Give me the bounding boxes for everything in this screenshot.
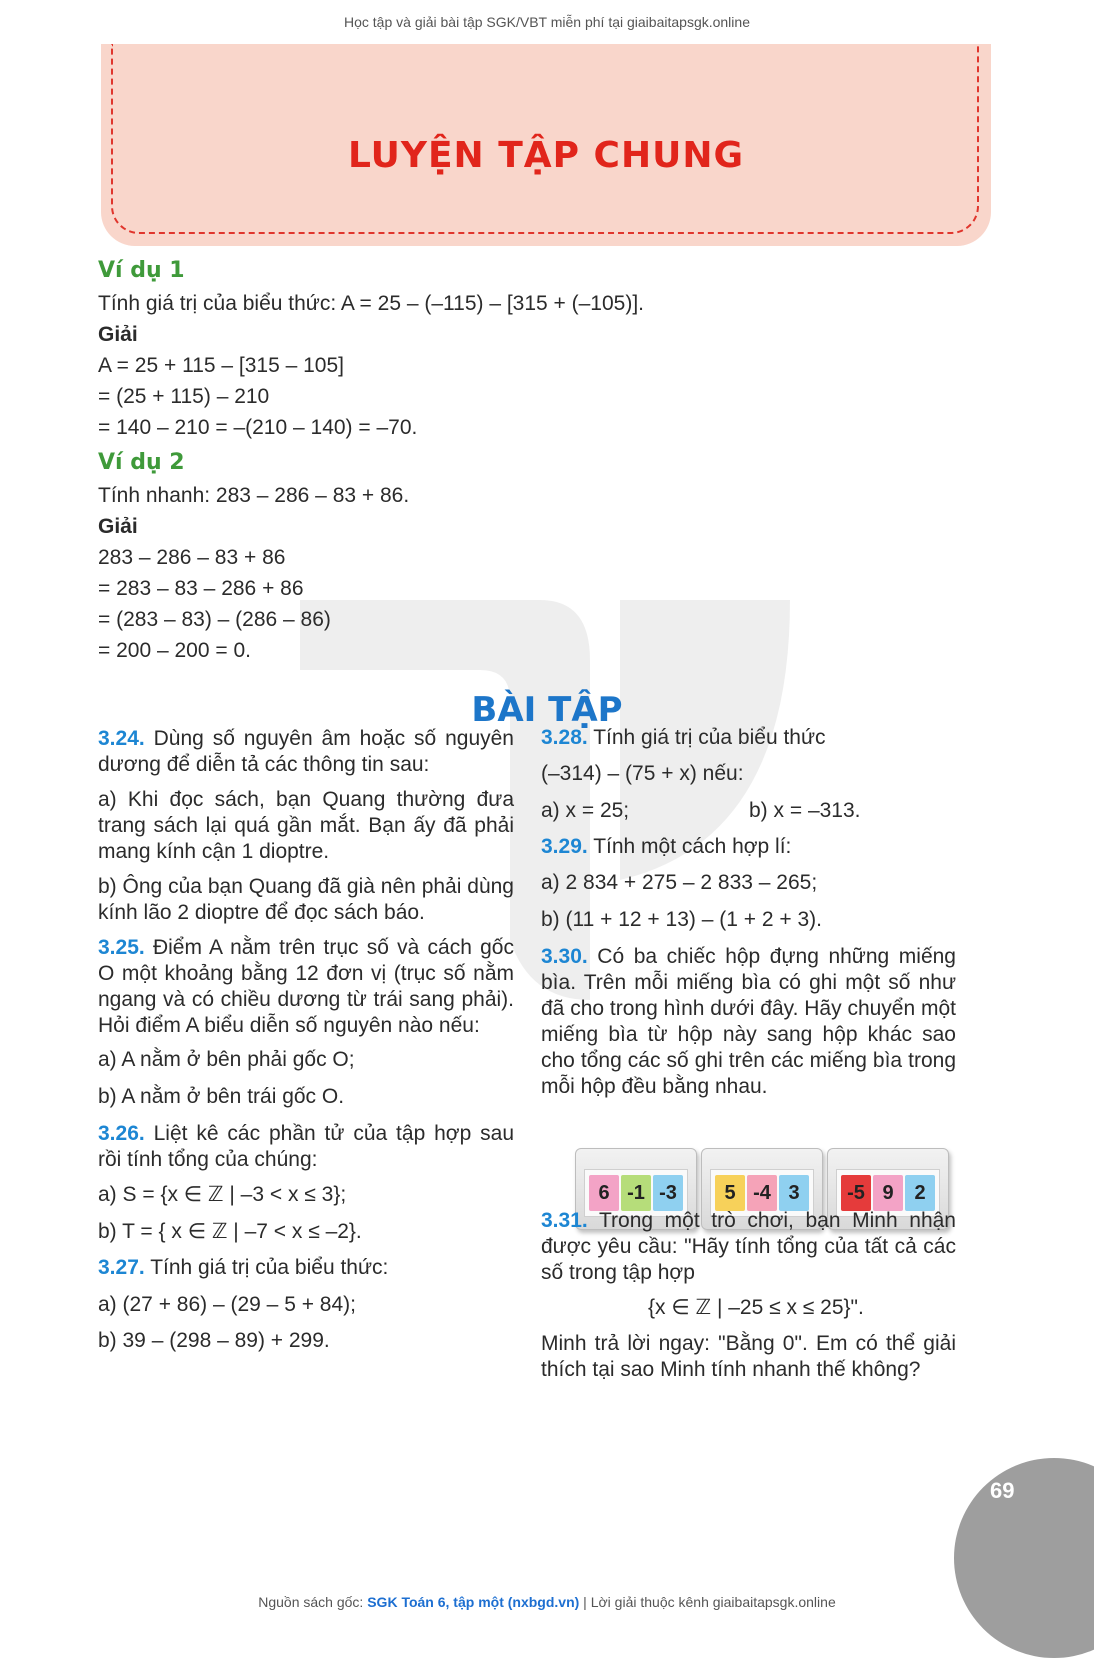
exercise-number: 3.25. — [98, 936, 145, 959]
example-2-step: = (283 – 83) – (286 – 86) — [98, 608, 331, 631]
exercise-3-31 — [541, 1208, 956, 1286]
example-2-step: = 283 – 83 – 286 + 86 — [98, 577, 304, 600]
exercise-3-31-end: Minh trả lời ngay: "Bằng 0". Em có thể giải thích tại sao Minh tính nhanh thế không? — [541, 1332, 956, 1381]
exercise-text: Liệt kê các phần tử của tập hợp sau rồi tính tổng của chúng: — [98, 1122, 514, 1171]
footer-note — [0, 1594, 1094, 1610]
exercise-number: 3.24. — [98, 727, 145, 750]
exercise-number: 3.27. — [98, 1256, 145, 1279]
example-2-solution-label: Giải — [98, 515, 138, 538]
exercise-3-25 — [98, 935, 514, 1039]
exercise-number: 3.28. — [541, 726, 588, 749]
example-2-step: 283 – 286 – 83 + 86 — [98, 546, 286, 569]
example-1-step: = (25 + 115) – 210 — [98, 385, 270, 408]
exercise-number: 3.30. — [541, 945, 588, 968]
exercise-text: Dùng số nguyên âm hoặc số nguyên dương để diễn tả các thông tin sau: — [98, 727, 514, 776]
exercise-text: Có ba chiếc hộp đựng những miếng bìa. Trên mỗi miếng bìa có ghi một số như đã cho trong hình dưới đây. Hãy chuyển một miếng bìa từ hộp này sang hộp khác sao cho tổng các số ghi trên các miếng bìa trong mỗi hộp đều bằng nhau. — [541, 945, 957, 1098]
exercise-text: Tính một cách hợp lí: — [593, 835, 792, 858]
exercise-3-28-b: b) x = –313. — [749, 799, 861, 822]
number-card: -4 — [747, 1175, 777, 1211]
exercise-text: Tính giá trị của biểu thức — [593, 726, 826, 749]
exercise-text: Điểm A nằm trên trục số và cách gốc O một khoảng bằng 12 đơn vị (trục số nằm ngang và có chiều dương từ trái sang phải). Hỏi điểm A biểu diễn số nguyên nào nếu: — [98, 936, 514, 1037]
exercise-number: 3.29. — [541, 835, 588, 858]
example-1-problem: Tính giá trị của biểu thức: A = 25 – (–115) – [315 + (–105)]. — [98, 292, 645, 315]
exercise-3-29-b: b) (11 + 12 + 13) – (1 + 2 + 3). — [541, 908, 822, 931]
exercise-3-24-a: a) Khi đọc sách, bạn Quang thường đưa trang sách lại quá gần mắt. Bạn ấy đã phải mang kính cận 1 dioptre. — [98, 788, 514, 863]
exercise-3-30 — [541, 944, 956, 1100]
exercise-number: 3.26. — [98, 1122, 145, 1145]
number-card: 3 — [779, 1175, 809, 1211]
number-card: 9 — [873, 1175, 903, 1211]
exercise-3-27 — [98, 1254, 388, 1282]
example-2-title: Ví dụ 2 — [98, 450, 185, 475]
exercise-3-29-a: a) 2 834 + 275 – 2 833 – 265; — [541, 871, 818, 894]
exercise-3-25-b: b) A nằm ở bên trái gốc O. — [98, 1085, 345, 1108]
footer-source-link[interactable]: SGK Toán 6, tập một (nxbgd.vn) — [367, 1594, 580, 1610]
exercise-3-28 — [541, 724, 826, 752]
exercise-3-24-b: b) Ông của bạn Quang đã già nên phải dùng kính lão 2 dioptre để đọc sách báo. — [98, 875, 514, 924]
exercises-title: BÀI TẬP — [471, 690, 623, 730]
footer-prefix: Nguồn sách gốc: — [258, 1594, 368, 1610]
example-2-step: = 200 – 200 = 0. — [98, 639, 251, 662]
number-card: 5 — [715, 1175, 745, 1211]
footer-suffix: | Lời giải thuộc kênh giaibaitapsgk.online — [579, 1594, 836, 1610]
exercise-3-24 — [98, 726, 514, 778]
example-1-solution-label: Giải — [98, 323, 138, 346]
example-1-step: A = 25 + 115 – [315 – 105] — [98, 354, 344, 377]
exercise-3-26-b: b) T = { x ∈ ℤ | –7 < x ≤ –2}. — [98, 1220, 362, 1243]
number-card: 2 — [905, 1175, 935, 1211]
page-title: LUYỆN TẬP CHUNG — [347, 135, 744, 176]
exercise-3-26 — [98, 1121, 514, 1173]
exercise-3-29 — [541, 833, 791, 861]
number-card: -5 — [841, 1175, 871, 1211]
example-2-problem: Tính nhanh: 283 – 286 – 83 + 86. — [98, 484, 410, 507]
exercise-3-25-a: a) A nằm ở bên phải gốc O; — [98, 1048, 355, 1071]
exercise-3-28-expression: (–314) – (75 + x) nếu: — [541, 762, 744, 785]
number-card: -3 — [653, 1175, 683, 1211]
example-1-title: Ví dụ 1 — [98, 258, 185, 283]
exercise-text: Trong một trò chơi, bạn Minh nhận được yêu cầu: "Hãy tính tổng của tất cả các số trong tập hợp — [541, 1209, 956, 1284]
exercise-3-28-a: a) x = 25; — [541, 799, 630, 822]
header-note: Học tập và giải bài tập SGK/VBT miễn phí tại giaibaitapsgk.online — [344, 14, 750, 30]
exercise-3-27-b: b) 39 – (298 – 89) + 299. — [98, 1329, 330, 1352]
exercise-3-27-a: a) (27 + 86) – (29 – 5 + 84); — [98, 1293, 356, 1316]
number-card: 6 — [589, 1175, 619, 1211]
number-card: -1 — [621, 1175, 651, 1211]
exercise-3-26-a: a) S = {x ∈ ℤ | –3 < x ≤ 3}; — [98, 1183, 347, 1206]
page-number: 69 — [990, 1478, 1015, 1503]
exercise-3-31-set: {x ∈ ℤ | –25 ≤ x ≤ 25}". — [648, 1296, 864, 1319]
exercise-text: Tính giá trị của biểu thức: — [150, 1256, 389, 1279]
page-number-badge — [954, 1458, 1094, 1658]
example-1-step: = 140 – 210 = –(210 – 140) = –70. — [98, 416, 418, 439]
exercise-number: 3.31. — [541, 1209, 588, 1232]
